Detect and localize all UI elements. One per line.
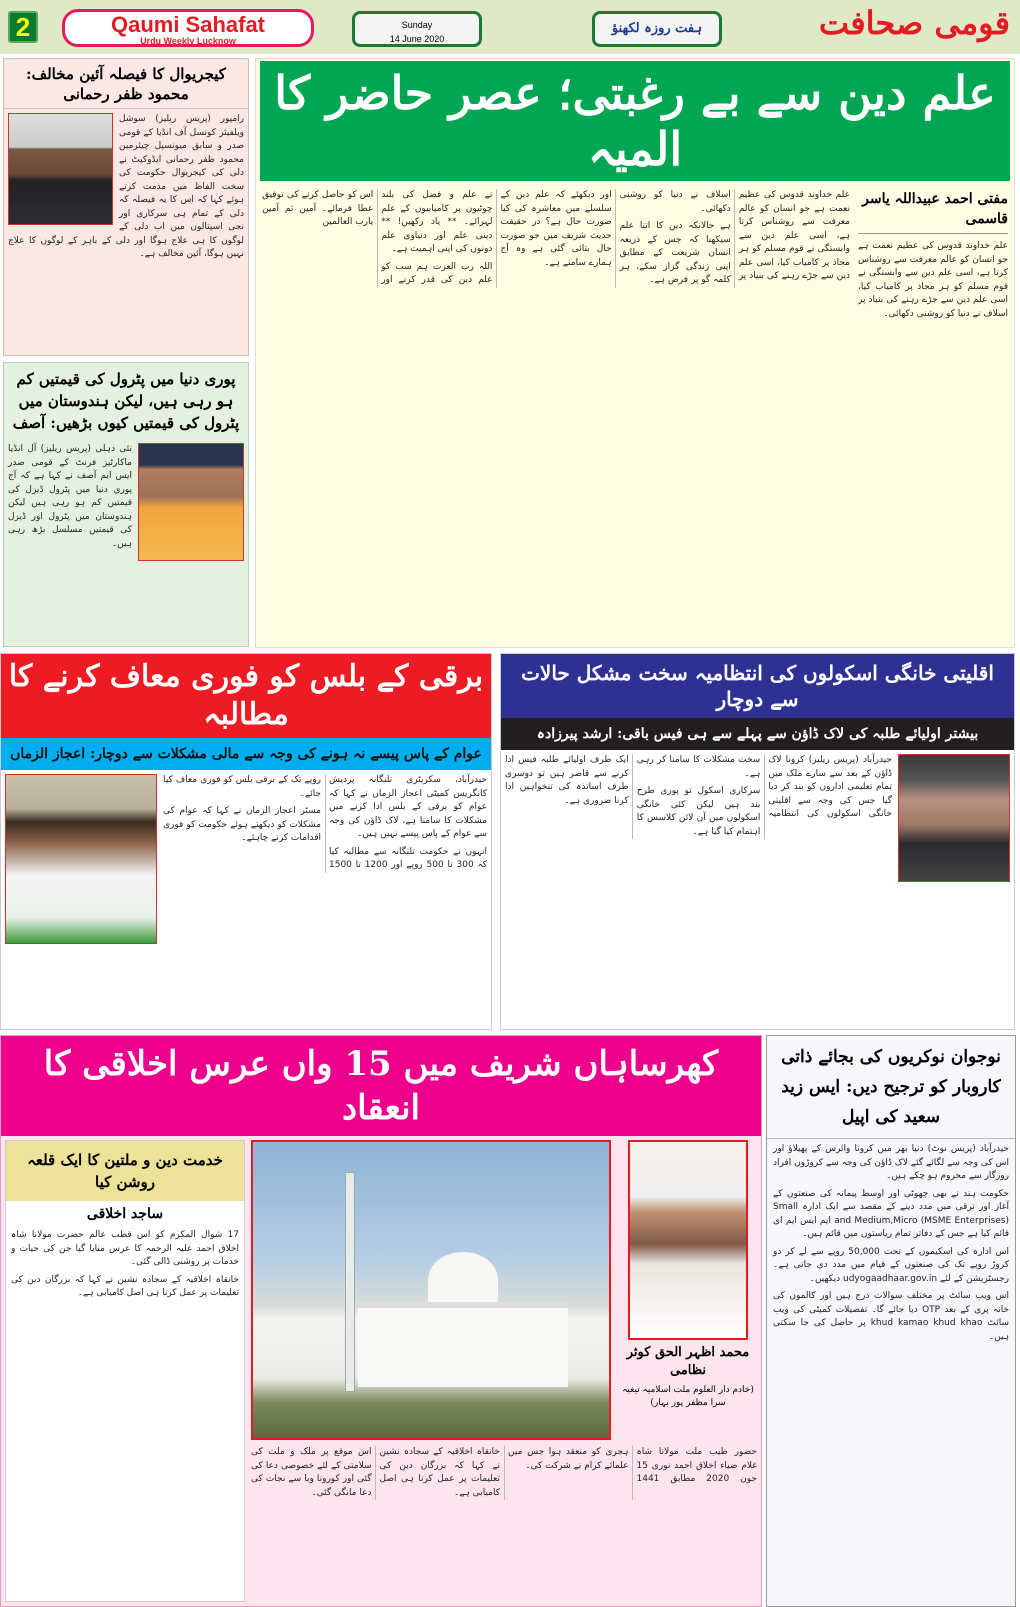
article-urs (0, 1035, 762, 1607)
byline: مفتی احمد عبیداللہ یاسر قاسمی (858, 189, 1008, 234)
byline: ساجد اخلاقی (86, 1206, 164, 1222)
urdu-title: قومی صحافت (818, 4, 1010, 42)
mosque-photo (251, 1140, 611, 1440)
article-petrol (3, 362, 249, 647)
date-label: 14 June 2020 (389, 34, 445, 44)
body-paragraph: اور دیکھئے کہ علم دین کے سلسلے میں معاشرہ کی کیا صورت حال ہے؟ در حقیقت حدیث شریف میں جو صورت حال بتائی گئی ہے وہ آج ہمارے سامنے ہے۔ (500, 190, 612, 268)
body-paragraph: انہوں نے حکومت تلنگانہ سے مطالبہ کیا کہ 300 تا 500 روپے اور 1200 تا 1500 روپے تک کے برقی بلس کو فوری معاف کیا جائے۔ (163, 775, 488, 870)
article-body (251, 1446, 757, 1500)
portrait-photo (8, 113, 113, 225)
portrait-photo (138, 443, 244, 561)
headline: برقی کے بلس کو فوری معاف کرنے کا مطالبہ (1, 654, 491, 738)
body-paragraph: اس ویب سائٹ پر مختلف سوالات درج ہیں اور کالموں کی خانہ پری کے بعد OTP دیا جائے گا۔ تفصیلات کمیٹی کی ویب سائٹ khud kamao khud khao پر حاصل کی جا سکتی ہیں۔ (773, 1291, 1010, 1342)
article-body (262, 189, 850, 288)
body-paragraph: خانقاہ اخلاقیہ کے سجادہ نشین نے کہا کہ بزرگان دین کی تعلیمات پر عمل کرنا ہی اصل کامیابی ہے۔ (379, 1447, 500, 1498)
headline: پوری دنیا میں پٹرول کی قیمتیں کم ہو رہی ہیں، لیکن ہندوستان میں پٹرول کی قیمتیں کیوں بڑھیں: آصف (12, 370, 240, 432)
body-paragraph: اس ادارہ کی اسکیموں کے تحت 50,000 روپے سے لے کر دو کروڑ روپے تک کی صنعتوں کے قیام میں مدد دی جاتی ہے۔ رجسٹریشن کے لئے udyogaadhaar.gov.in دیکھیں۔ (773, 1246, 1009, 1284)
body-paragraph: حکومت ہند نے بھی چھوٹی اور اوسط پیمانہ کی صنعتوں کے آغاز اور ترقی میں مدد دینے کے مقصد سے ایک ادارہ Small and Medium,Micro (MSME Enterprises) ایم ایس ایم ای قائم کیا ہے جس کے دفاتر تمام ریاستوں میں قائم ہیں۔ (773, 1188, 1009, 1239)
masthead-title: Qaumi Sahafat (110, 12, 266, 37)
article-youth (766, 1035, 1016, 1607)
article-body (4, 439, 248, 569)
article-body (505, 754, 892, 839)
article-main (255, 58, 1015, 648)
body-paragraph: نئی دہلی (پریس ریلیز) آل انڈیا ماکارٹیز فرنٹ کے قومی صدر ایس ایم آصف نے کہا ہے کہ آج پوری دنیا میں پٹرول ڈیزل کی قیمتیں کم ہو رہی ہیں لیکن ہندوستان میں پٹرول اور ڈیزل کی قیمتیں مسلسل بڑھ رہی ہیں۔ (8, 444, 132, 549)
main-content (256, 183, 1014, 647)
weekly-label: ہفت روزہ لکھنؤ (592, 11, 722, 47)
portrait-block (619, 1140, 757, 1440)
schools-content (501, 750, 1014, 1029)
body-paragraph: خانقاہ اخلاقیہ کے سجادہ نشین نے کہا کہ بزرگان دین کی تعلیمات پر عمل کرنا ہی اصل کامیابی ہے۔ (11, 1274, 239, 1298)
date-box (352, 11, 482, 47)
body-paragraph: حیدرآباد، سکریٹری تلنگانہ پردیش کانگریس کمیٹی اعجاز الزماں نے کہا کہ عوام کو برقی کے بلس ادا کرنے میں مشکلات کا سامنا ہے، لاک ڈاؤن کی وجہ سے عوام کے پاس پیسے نہیں ہیں۔ (329, 775, 487, 839)
body-paragraph: اس موقع پر ملک و ملت کی سلامتی کے لئے خصوصی دعا کی گئی اور کورونا وبا سے نجات کی دعا مانگی گئی۔ (251, 1447, 372, 1498)
body-paragraph: اللہ رب العزت ہم سب کو علم دین کی قدر کرنے اور اس کو حاصل کرنے کی توفیق عطا فرمائے۔ آمین ثم آمین یارب العالمین (262, 190, 493, 285)
page-number: 2 (8, 11, 38, 43)
portrait-photo (628, 1140, 748, 1340)
urs-main (251, 1140, 757, 1602)
headline: نوجوان نوکریوں کی بجائے ذاتی کاروبار کو ترجیح دیں: ایس زید سعید کی اپیل (767, 1036, 1015, 1139)
side-article (5, 1140, 245, 1602)
byline-column (858, 189, 1008, 641)
minaret (345, 1172, 355, 1392)
body-paragraph: حیدرآباد (پریس ریلیز) کرونا لاک ڈاؤن کے بعد سے سارے ملک میں تمام تعلیمی اداروں کو بند کر دیا گیا جس کی وجہ سے اقلیتی خانگی اسکولوں کی انتظامیہ سخت مشکلات کا سامنا کر رہی ہے۔ (636, 755, 892, 819)
portrait-caption-title: (خادم دار العلوم ملت اسلامیہ تیغیہ سرا مظفر پور بہار) (622, 1385, 754, 1408)
headline: کھرساہاں شریف میں 15 واں عرس اخلاقی کا انعقاد (1, 1036, 761, 1136)
portrait-photo (898, 754, 1010, 882)
article-intro: علم خداوند قدوس کی عظیم نعمت ہے جو انسان کو عالم معرفت سے روشناس کرتا ہے، اسی علم دین سے وابستگی نے قوم مسلم کو ہر محاذ پر کامیاب کیا، اسی علم دین سے جڑے رہنے کی بنیاد پر اسلاف نے دنیا کو روشنی دکھائی۔ (858, 241, 1008, 319)
body-paragraph: حضور طیب ملت مولانا شاہ غلام ضیاء اخلاق احمد نوری 15 جون 2020 مطابق 1441 ہجری کو منعقد ہوا جس میں علمائے کرام نے شرکت کی۔ (508, 1447, 757, 1484)
body-paragraph: ہے حالانکہ دین کا اتنا علم سیکھنا کہ جس کے ذریعہ انسان شریعت کے مطابق اپنی زندگی گزار سکے، ہر کلمہ گو پر فرض ہے۔ (619, 221, 731, 285)
article-body (4, 109, 248, 270)
article-body (163, 774, 487, 873)
article-bills (0, 653, 492, 1030)
urs-media (251, 1140, 757, 1440)
portrait-photo (5, 774, 157, 944)
article-body (767, 1139, 1015, 1352)
masthead-logo (62, 9, 314, 47)
bills-content (1, 770, 491, 1029)
body-paragraph: رامپور (پریس ریلیز) سوشل ویلفیئر کونسل آف انڈیا کے قومی صدر و سابق میونسپل چیئرمین محمود ظفر رحمانی ایڈوکیٹ نے دلی کی کیجریوال حکومت کی سخت الفاظ میں مذمت کرتے ہوئے کہا کہ اس کا یہ فیصلہ کہ دلی کے تمام ہی سرکاری اور نجی اسپتالوں میں اب دلی کے لوگوں کا ہی علاج ہوگا اور دلی کے باہر کے لوگوں کا علاج نہیں ہوگا، آئین مخالف ہے۔ (8, 114, 244, 259)
portrait-caption-name: محمد اظہر الحق کوثر نظامی (626, 1345, 750, 1378)
headline: اقلیتی خانگی اسکولوں کی انتظامیہ سخت مشکل حالات سے دوچار (501, 654, 1014, 718)
body-paragraph: ایک طرف اولیائے طلبہ فیس ادا کرنے سے قاصر ہیں تو دوسری طرف اساتذہ کی تنخواہیں ادا کرنا ضروری ہے۔ (505, 755, 629, 806)
body-paragraph: علم خداوند قدوس کی عظیم نعمت ہے جو انسان کو عالم معرفت سے روشناس کرتا ہے، اسی علم دین سے وابستگی نے قوم مسلم کو ہر محاذ پر کامیاب کیا، اسی علم دین سے جڑے رہنے کی بنیاد پر اسلاف نے دنیا کو روشنی دکھائی۔ (619, 190, 850, 281)
body-paragraph: 17 شوال المکرم کو اس قطب عالم حضرت مولانا شاہ اخلاق احمد علیہ الرحمہ کا عرس منایا گیا جن کی حیات و خدمات پر روشنی ڈالی گئی۔ (11, 1230, 239, 1267)
mosque-building (358, 1302, 568, 1387)
article-body (6, 1227, 244, 1307)
body-paragraph: مسٹر اعجاز الزماں نے کہا کہ عوام کی مشکلات کو دیکھتے ہوئے حکومت کو فوری اقدامات کرنے چاہئے۔ (163, 806, 321, 843)
day-label: Sunday (401, 20, 433, 30)
article-kejriwal (3, 58, 249, 356)
subheadline: بیشتر اولیائے طلبہ کی لاک ڈاؤن سے پہلے سے ہی فیس باقی: ارشد پیرزادہ (501, 718, 1014, 750)
body-paragraph: حیدرآباد (پریس نوٹ) دنیا بھر میں کرونا وائرس کے پھیلاؤ اور اس کی وجہ سے لگائے گئے لاک ڈاؤن کی وجہ سے کروڑوں افراد روزگار سے محروم ہو چکے ہیں۔ (773, 1144, 1009, 1181)
subheadline: عوام کے پاس پیسے نہ ہونے کی وجہ سے مالی مشکلات سے دوچار: اعجاز الزماں (1, 738, 491, 770)
headline: کیجریوال کا فیصلہ آئین مخالف: محمود ظفر رحمانی (4, 59, 248, 109)
body-paragraph: نے علم و فضل کی بلند چوٹیوں پر کامیابیوں کے علم لہرائے۔ ** یاد رکھیں! ** دینی علم اور دنیاوی علم دونوں کی اپنی اہمیت ہے۔ (381, 190, 493, 254)
side-headline: خدمت دین و ملتین کا ایک قلعہ روشن کیا (6, 1141, 244, 1201)
article-schools (500, 653, 1015, 1030)
body-paragraph: سرکاری اسکول تو پوری طرح بند ہیں لیکن کئی خانگی اسکولوں میں آن لائن کلاسس کا اہتمام کیا گیا ہے۔ (636, 786, 761, 837)
urs-content (1, 1136, 761, 1606)
dome (428, 1252, 498, 1307)
headline: علم دین سے بے رغبتی؛ عصر حاضر کا المیہ (260, 61, 1010, 181)
masthead-subtitle: Urdu Weekly Lucknow (140, 36, 236, 46)
